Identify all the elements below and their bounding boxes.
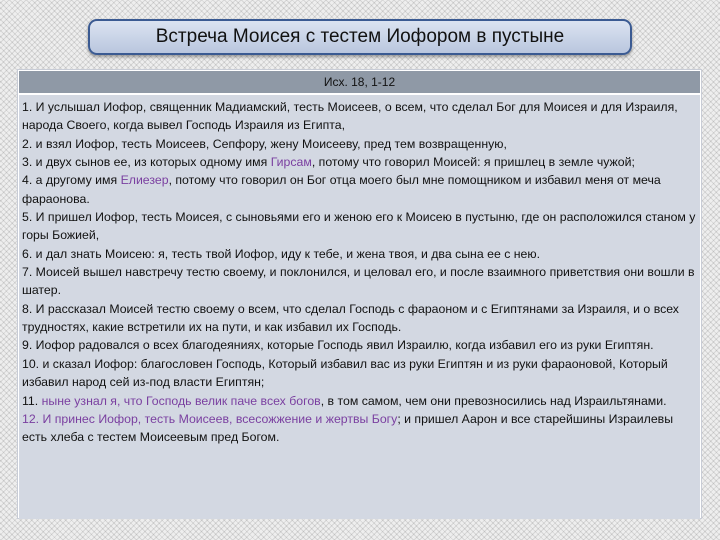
table-header [19,71,700,95]
verse-1: 1. И услышал Иофор, священник Мадиамский, тесть Моисеев, о всем, что сделал Бог для Моисея и для Израиля, народа Своего, когда вывел Господь Израиля из Египта, [22,100,678,133]
verse-4-highlight: Елиезер [120,173,169,188]
verse-5: 5. И пришел Иофор, тесть Моисея, с сыновьями его и женою его к Моисею в пустыню, где он расположился станом у горы Божией, [22,210,696,243]
verse-4 [22,171,696,208]
verse-3 [22,153,696,171]
verse-12-highlight: И принес Иофор, тесть Моисеев, всесожжение и жертвы Богу [42,411,398,426]
slide-title-box [88,19,632,55]
verse-4-text-b: , потому что говорил он Бог отца моего был мне помощником и избавил меня от меча фараонова. [22,173,661,206]
verse-12-number: 12. [22,411,43,426]
table-body [19,95,700,519]
verse-2: 2. и взял Иофор, тесть Моисеев, Сепфору, жену Моисееву, пред тем возвращенную, [22,136,507,151]
verse-3-highlight: Гирсам [270,155,312,170]
verse-10: 10. и сказал Иофор: благословен Господь, Который избавил вас из руки Египтян и из руки фараоновой, Который избавил народ сей из-под власти Египтян; [22,356,668,390]
scripture-reference: Исх. 18, 1-12 [323,75,396,89]
verse-9: 9. Иофор радовался о всех благодеяниях, которые Господь явил Израилю, когда избавил его из руки Египтян. [22,338,654,353]
verse-12 [22,410,696,447]
verse-11-number: 11. [22,393,42,408]
scripture-table [18,70,701,518]
verse-3-text-b: , потому что говорил Моисей: я пришлец в земле чужой; [311,155,635,170]
verse-12-text: ; и пришел Аарон и все старейшины Израилевы есть хлеба с тестем Моисеевым пред Богом. [22,411,674,445]
verse-3-text-a: 3. и двух сынов ее, из которых одному имя [22,155,271,170]
verse-11-text: , в том самом, чем они превозносились над Израильтянами. [320,393,667,408]
verse-6: 6. и дал знать Моисею: я, тесть твой Иофор, иду к тебе, и жена твоя, и два сына ее с нею. [22,246,541,261]
verse-11 [22,392,696,410]
verse-11-highlight: ныне узнал я, что Господь велик паче всех богов [41,393,321,408]
verse-8: 8. И рассказал Моисей тестю своему о всем, что сделал Господь с фараоном и с Египтянами за Израиля, и о всех трудностях, какие встретили их на пути, и как избавил их Господь. [22,301,679,335]
slide-title: Встреча Моисея с тестем Иофором в пустыне [155,26,565,47]
verse-4-text-a: 4. а другому имя [22,173,121,188]
verse-7: 7. Моисей вышел навстречу тестю своему, и поклонился, и целовал его, и после взаимного приветствия они вошли в шатер. [22,265,695,298]
